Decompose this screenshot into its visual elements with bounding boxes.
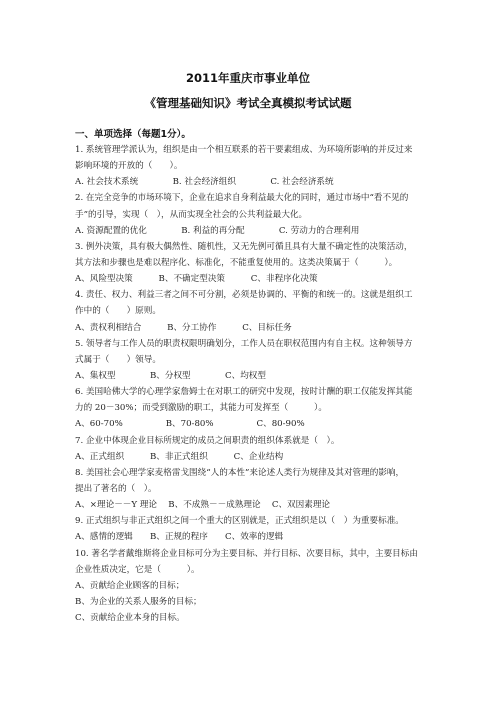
text-line: 2. 在完全竞争的市场环境下，企业在追求自身利益最大化的同时，通过市场中“看不见的 bbox=[75, 193, 409, 204]
text-line: A、集权型 B、分权型 C、均权型 bbox=[75, 370, 266, 381]
text-line: A、×理论－－Y 理论 B、不成熟－－成熟理论 C、双因素理论 bbox=[75, 500, 331, 511]
text-line: 10. 著名学者戴维斯将企业目标可分为主要目标、并行目标、次要目标，其中，主要目标由 bbox=[75, 548, 418, 559]
text-line: 作中的（ ）原则。 bbox=[75, 306, 161, 317]
text-line: 9. 正式组织与非正式组织之间一个重大的区别就是，正式组织是以（ ）为重要标准。 bbox=[75, 516, 404, 527]
text-line: 6. 美国哈佛大学的心理学家詹姆士在对职工的研究中发现，按时计酬的职工仅能发挥其能 bbox=[75, 387, 413, 398]
text-line: 提出了著名的（ ）。 bbox=[75, 483, 157, 494]
text-line: 4. 责任、权力、利益三者之间不可分割，必须是协调的、平衡的和统一的。这就是组织工 bbox=[75, 290, 413, 301]
text-line: A、风险型决策 B、不确定型决策 C、非程序化决策 bbox=[75, 274, 318, 285]
text-line: A. 社会技术系统 B. 社会经济组织 C. 社会经济系统 bbox=[75, 177, 334, 188]
text-line: A. 资源配置的优化 B. 利益的再分配 C. 劳动力的合理利用 bbox=[75, 225, 360, 236]
text-line: 8. 美国社会心理学家麦格雷戈围绕“人的本性”来论述人类行为规律及其对管理的影响， bbox=[75, 467, 405, 478]
text-line: 3. 例外决策，具有极大偶然性、随机性，又无先例可循且具有大量不确定性的决策活动， bbox=[75, 241, 413, 252]
text-line: A、责权利相结合 B、分工协作 C、目标任务 bbox=[75, 322, 292, 333]
text-line: A、60-70% B、70-80% C、80-90% bbox=[75, 419, 305, 430]
text-line: A、正式组织 B、非正式组织 C、企业结构 bbox=[75, 451, 284, 462]
text-line: 其方法和步骤也是难以程序化、标准化，不能重复使用的。这类决策属于（ ）。 bbox=[75, 257, 398, 268]
text-line: A、贡献给企业顾客的目标； bbox=[75, 580, 185, 591]
document-body bbox=[75, 142, 430, 626]
text-line: C、贡献给企业本身的目标。 bbox=[75, 613, 185, 624]
text-line: 1. 系统管理学派认为，组织是由一个相互联系的若干要素组成、为环境所影响的并反过来 bbox=[75, 145, 413, 155]
document-title-line2: 《管理基础知识》考试全真模拟考试试题 bbox=[144, 96, 352, 110]
text-line: 企业性质决定，它是（ ）。 bbox=[75, 564, 200, 575]
text-line: B、为企业的关系人服务的目标； bbox=[75, 596, 202, 607]
text-line: 式属于（ ）领导。 bbox=[75, 354, 161, 365]
text-line: 7. 企业中体现企业目标所规定的成员之间职责的组织体系就是（ ）。 bbox=[75, 435, 340, 446]
text-line: 影响环境的开放的（ ）。 bbox=[75, 161, 183, 172]
text-line: 手”的引导，实现（ ），从而实现全社会的公共利益最大化。 bbox=[75, 209, 308, 220]
text-line: 5. 领导者与工作人员的职责权限明确划分，工作人员在职权范围内有自主权。这种领导方 bbox=[75, 338, 413, 349]
document-title-line1: 2011年重庆市事业单位 bbox=[185, 71, 310, 85]
section-heading: 一、单项选择（每题1分）。 bbox=[75, 129, 191, 140]
text-line: 力的 20－30%；而受到激励的职工，其能力可发挥至（ ）。 bbox=[75, 403, 327, 414]
text-line: A、感情的逻辑 B、正规的程序 C、效率的逻辑 bbox=[75, 532, 284, 543]
